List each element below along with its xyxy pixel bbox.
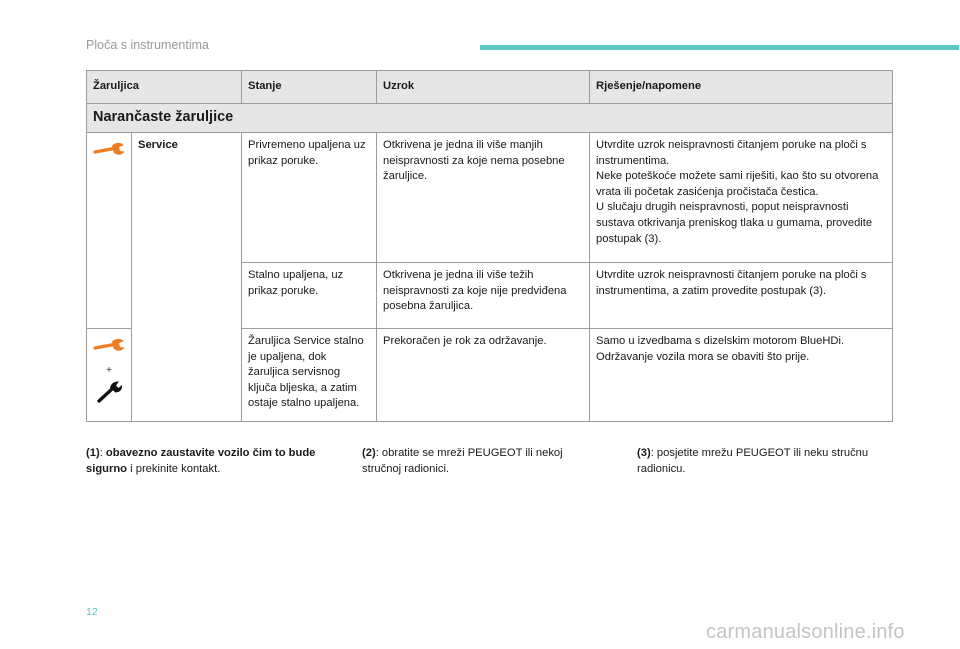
footnote-3 [637, 445, 892, 477]
group-title-row [87, 104, 893, 133]
cause-cell: Otkrivena je jedna ili više težih neispravnosti za koje nije predviđena posebna žaruljica. [377, 263, 590, 329]
state-cell: Stalno upaljena, uz prikaz poruke. [242, 263, 377, 329]
page-number: 12 [86, 606, 98, 618]
table-row [87, 133, 893, 263]
cause-cell: Otkrivena je jedna ili više manjih neispravnosti za koje nema posebne žaruljice. [377, 133, 590, 263]
column-header-state: Stanje [242, 71, 377, 104]
footnote-number: (3) [637, 447, 651, 459]
footnote-text: i prekinite kontakt. [127, 463, 221, 475]
solution-line: U slučaju drugih neispravnosti, poput neispravnosti sustava otkrivanja preniskog tlaka u gumama, provedite postupak (3). [596, 201, 873, 245]
column-header-lamp: Žaruljica [87, 71, 242, 104]
maintenance-wrench-icon [95, 380, 123, 410]
lamp-icon-cell [87, 133, 132, 329]
table-header-row [87, 71, 893, 104]
plus-sign: + [106, 364, 112, 376]
service-wrench-icon [92, 337, 126, 359]
section-title: Ploča s instrumentima [86, 38, 209, 52]
watermark: carmanualsonline.info [706, 621, 905, 643]
lamp-icon-cell [87, 329, 132, 422]
state-cell: Privremeno upaljena uz prikaz poruke. [242, 133, 377, 263]
solution-line: Održavanje vozila mora se obaviti što prije. [596, 350, 810, 363]
footnote-separator: : [99, 447, 106, 459]
solution-line: Samo u izvedbama s dizelskim motorom BlueHDi. [596, 335, 845, 347]
state-cell: Žaruljica Service stalno je upaljena, dok žaruljica servisnog ključa bljeska, a zatim ostaje stalno upaljena. [242, 329, 377, 422]
solution-cell [590, 133, 893, 263]
cause-cell: Prekoračen je rok za održavanje. [377, 329, 590, 422]
footnote-number: (2) [362, 447, 376, 459]
solution-line: Neke poteškoće možete sami riješiti, kao što su otvorena vrata ili početak zasićenja pročistača čestica. [596, 170, 879, 198]
header-accent-bar [480, 45, 959, 50]
footnote-bold-text: obavezno zaustavite vozilo čim to bude sigurno [86, 447, 316, 475]
footnote-text: : posjetite mrežu PEUGEOT ili neku stručnu radionicu. [637, 447, 869, 475]
group-title: Narančaste žaruljice [87, 104, 893, 133]
service-wrench-icon [92, 141, 126, 163]
lamp-name: Service [132, 133, 242, 422]
footnote-number: (1) [86, 447, 100, 459]
column-header-solution: Rješenje/napomene [590, 71, 893, 104]
warning-lamps-table [86, 70, 893, 422]
solution-cell [590, 329, 893, 422]
column-header-cause: Uzrok [377, 71, 590, 104]
solution-cell [590, 263, 893, 329]
footnote-2 [362, 445, 602, 477]
footnote-1 [86, 445, 341, 477]
solution-line: Utvrdite uzrok neispravnosti čitanjem poruke na ploči s instrumentima, a zatim provedite postupak (3). [596, 269, 867, 297]
solution-line: Utvrdite uzrok neispravnosti čitanjem poruke na ploči s instrumentima. [596, 139, 867, 167]
footnote-text: : obratite se mreži PEUGEOT ili nekoj stručnoj radionici. [362, 447, 563, 475]
